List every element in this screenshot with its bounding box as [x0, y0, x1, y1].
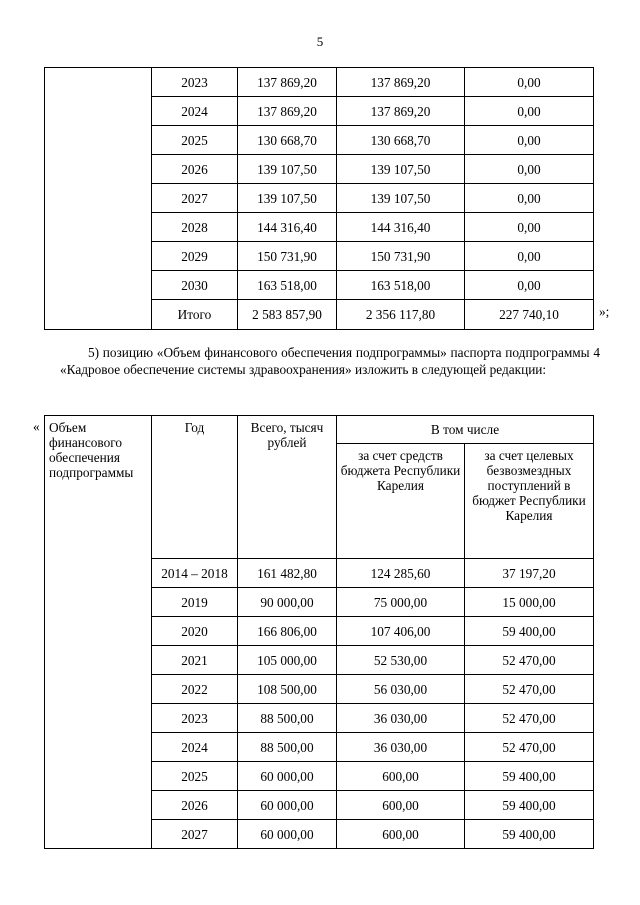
amendment-text: 5) позицию «Объем финансового обеспечения подпрограммы» паспорта подпрограммы 4 «Кадровое обеспечение системы здравоохранения» изложить в следующей редакции:: [60, 345, 600, 377]
cell-col3: 52 470,00: [465, 675, 594, 704]
cell-col3: 0,00: [465, 271, 594, 300]
cell-total: 139 107,50: [238, 155, 337, 184]
cell-col3: 59 400,00: [465, 762, 594, 791]
cell-col3: 15 000,00: [465, 588, 594, 617]
cell-total: 137 869,20: [238, 97, 337, 126]
cell-year: 2024: [152, 733, 238, 762]
cell-year: 2021: [152, 646, 238, 675]
cell-col3: 227 740,10: [465, 300, 594, 330]
cell-col2: 137 869,20: [337, 68, 465, 97]
page-number: 5: [316, 34, 324, 49]
cell-total: 2 583 857,90: [238, 300, 337, 330]
cell-year: 2020: [152, 617, 238, 646]
table-row: [45, 68, 594, 97]
cell-col2: 163 518,00: [337, 271, 465, 300]
amendment-paragraph: [60, 345, 600, 378]
closing-quote: »;: [599, 304, 610, 319]
year-header: Год: [152, 416, 238, 559]
cell-col2: 124 285,60: [337, 559, 465, 588]
cell-total: 60 000,00: [238, 791, 337, 820]
cell-col3: 0,00: [465, 242, 594, 271]
cell-total: 139 107,50: [238, 184, 337, 213]
cell-year: 2026: [152, 155, 238, 184]
cell-col2: 75 000,00: [337, 588, 465, 617]
cell-year: 2027: [152, 820, 238, 849]
cell-year: 2026: [152, 791, 238, 820]
cell-total: 130 668,70: [238, 126, 337, 155]
cell-total: 161 482,80: [238, 559, 337, 588]
cell-total: 88 500,00: [238, 733, 337, 762]
cell-year: 2023: [152, 704, 238, 733]
cell-year: 2023: [152, 68, 238, 97]
cell-year: 2025: [152, 126, 238, 155]
cell-col2: 130 668,70: [337, 126, 465, 155]
cell-col2: 107 406,00: [337, 617, 465, 646]
cell-col2: 139 107,50: [337, 155, 465, 184]
funding-label-cell: Объем финансового обеспечения подпрограммы: [45, 416, 152, 849]
label-cell-empty: [45, 68, 152, 330]
cell-col3: 59 400,00: [465, 791, 594, 820]
including-header: В том числе: [337, 416, 594, 444]
regional-budget-header: за счет средств бюджета Республики Карелия: [337, 444, 465, 559]
cell-col2: 56 030,00: [337, 675, 465, 704]
opening-quote: «: [33, 419, 40, 434]
cell-col2: 600,00: [337, 762, 465, 791]
cell-total: 88 500,00: [238, 704, 337, 733]
cell-col2: 144 316,40: [337, 213, 465, 242]
cell-col3: 0,00: [465, 68, 594, 97]
cell-col2: 137 869,20: [337, 97, 465, 126]
funding-table-subprogram-4: [44, 415, 594, 849]
cell-col2: 2 356 117,80: [337, 300, 465, 330]
cell-col3: 52 470,00: [465, 646, 594, 675]
cell-year: 2028: [152, 213, 238, 242]
cell-year: 2014 – 2018: [152, 559, 238, 588]
cell-col3: 0,00: [465, 126, 594, 155]
cell-year: Итого: [152, 300, 238, 330]
cell-col3: 0,00: [465, 97, 594, 126]
cell-total: 108 500,00: [238, 675, 337, 704]
cell-total: 150 731,90: [238, 242, 337, 271]
cell-year: 2030: [152, 271, 238, 300]
cell-total: 163 518,00: [238, 271, 337, 300]
cell-col3: 59 400,00: [465, 820, 594, 849]
cell-total: 105 000,00: [238, 646, 337, 675]
cell-total: 60 000,00: [238, 762, 337, 791]
cell-col2: 150 731,90: [337, 242, 465, 271]
targeted-receipts-header: за счет целевых безвозмездных поступлений в бюджет Республики Карелия: [465, 444, 594, 559]
cell-col3: 52 470,00: [465, 733, 594, 762]
cell-col3: 59 400,00: [465, 617, 594, 646]
cell-total: 144 316,40: [238, 213, 337, 242]
cell-year: 2019: [152, 588, 238, 617]
cell-year: 2022: [152, 675, 238, 704]
funding-table-continued: [44, 67, 594, 330]
cell-year: 2029: [152, 242, 238, 271]
cell-col2: 600,00: [337, 820, 465, 849]
cell-total: 137 869,20: [238, 68, 337, 97]
cell-col2: 36 030,00: [337, 704, 465, 733]
cell-col2: 600,00: [337, 791, 465, 820]
cell-year: 2024: [152, 97, 238, 126]
cell-col2: 36 030,00: [337, 733, 465, 762]
cell-col3: 52 470,00: [465, 704, 594, 733]
cell-year: 2027: [152, 184, 238, 213]
cell-col3: 0,00: [465, 213, 594, 242]
cell-col2: 139 107,50: [337, 184, 465, 213]
cell-total: 166 806,00: [238, 617, 337, 646]
cell-col3: 37 197,20: [465, 559, 594, 588]
cell-total: 90 000,00: [238, 588, 337, 617]
total-header: Всего, тысяч рублей: [238, 416, 337, 559]
cell-col2: 52 530,00: [337, 646, 465, 675]
cell-year: 2025: [152, 762, 238, 791]
cell-total: 60 000,00: [238, 820, 337, 849]
cell-col3: 0,00: [465, 155, 594, 184]
cell-col3: 0,00: [465, 184, 594, 213]
